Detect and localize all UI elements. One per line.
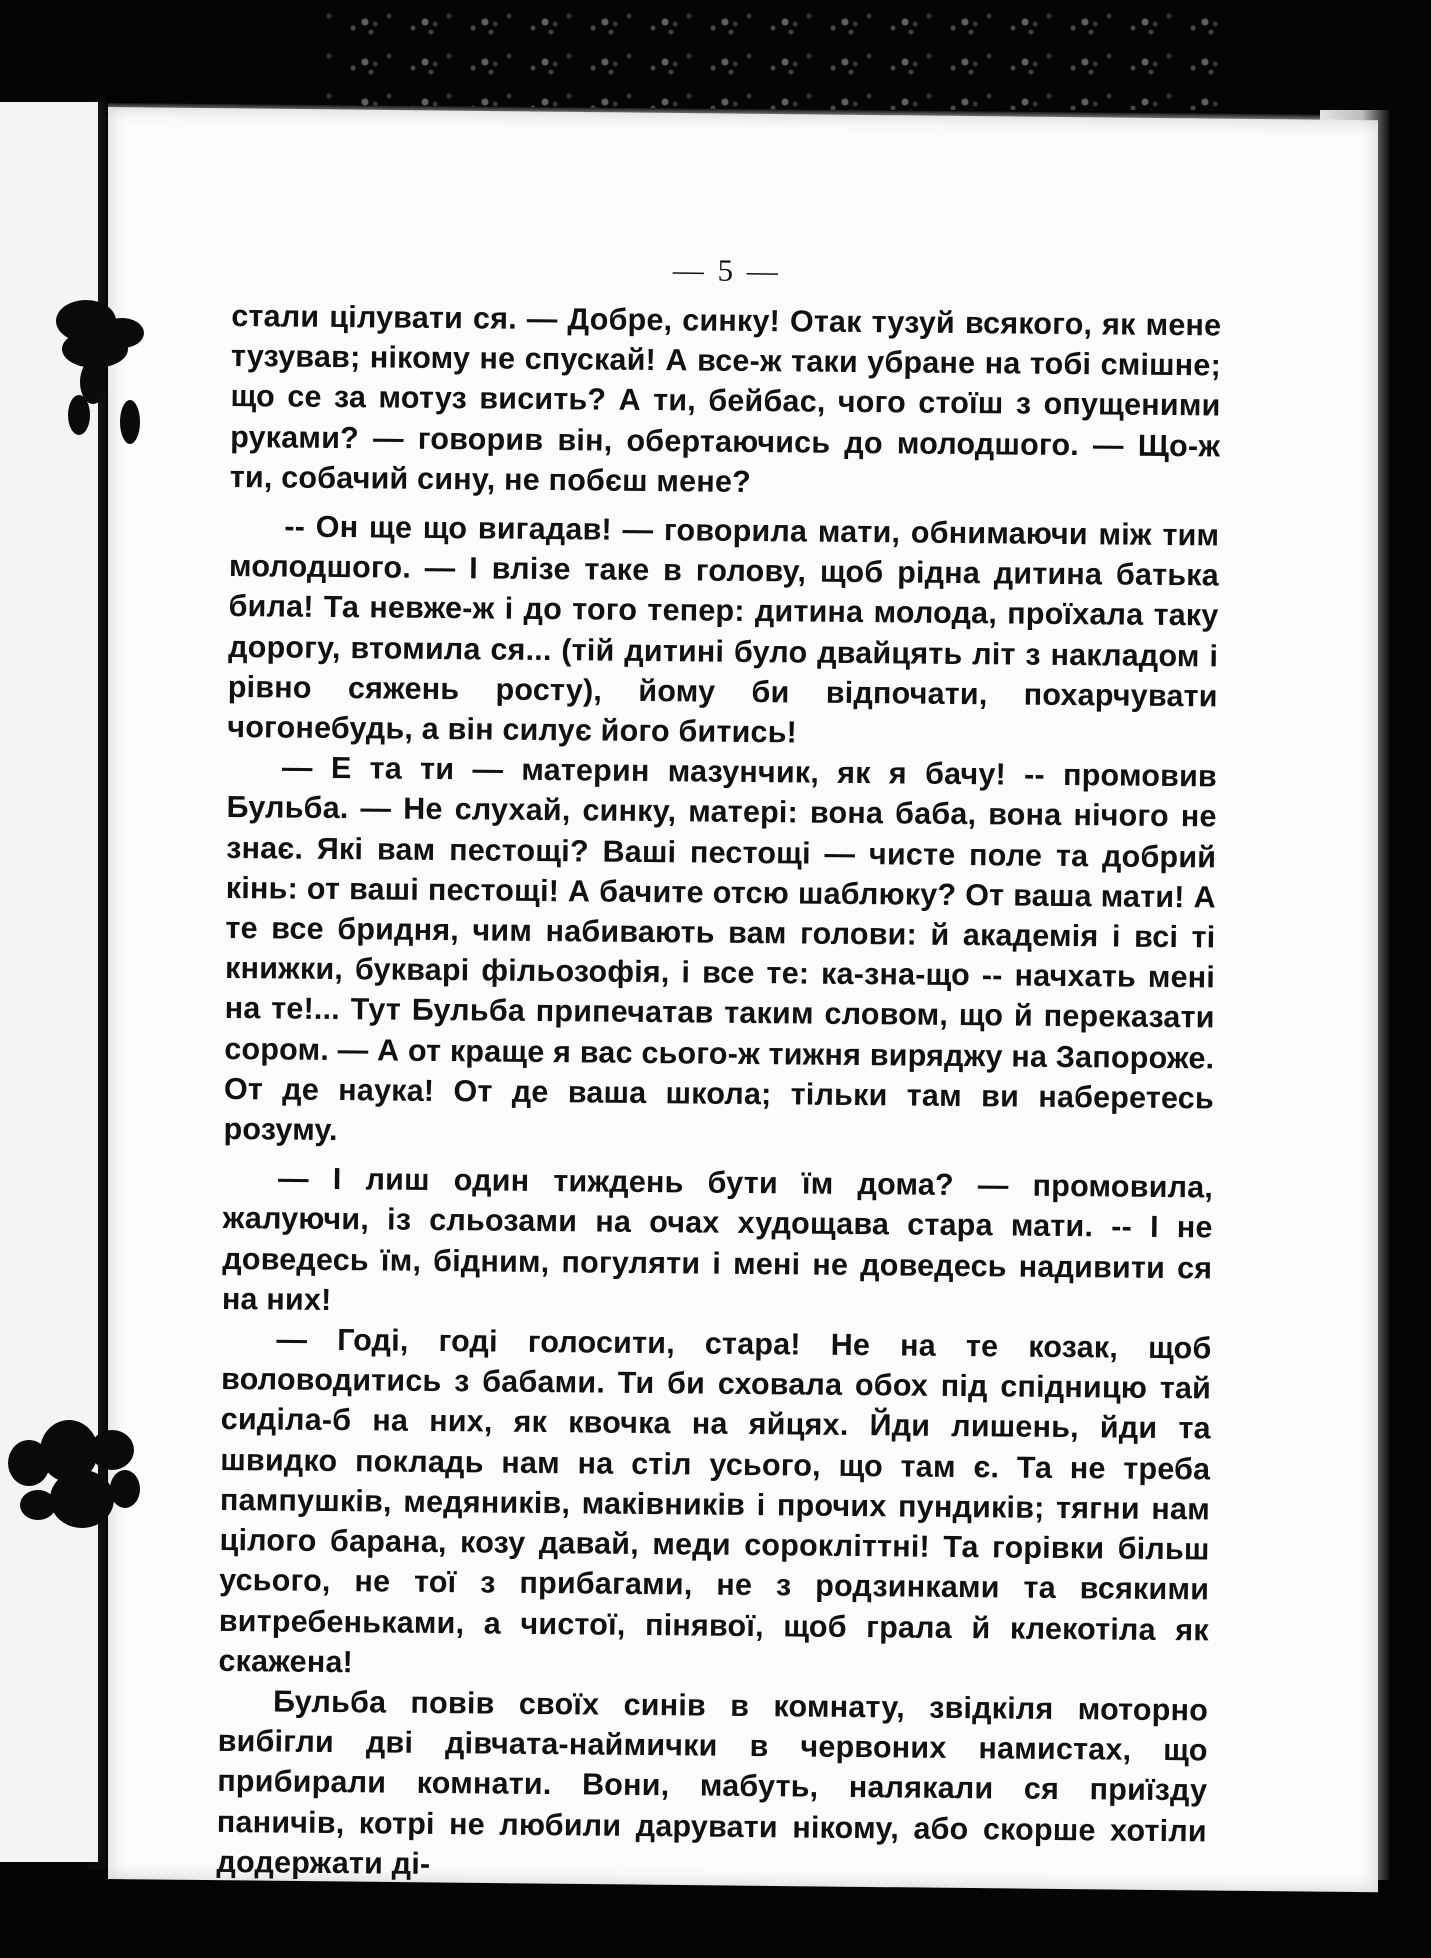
paragraph-4: — І лиш один тиждень бути їм дома? — промовила, жалуючи, із сльозами на очах худощава стара мати. -- І не доведесь їм, бідним, погуляти і мені не доведесь надивити ся на них! — [221, 1161, 1214, 1317]
paragraph-3: — Е та ти — материн мазунчик, як я бачу! -- промовив Бульба. — Не слухай, синку, матері: вона баба, вона нічого не знає. Які вам пестощі? Ваші пестощі — чисте поле та добрий кінь: от ваші пестощі! А бачите отсю шаблюку? От ваша мати! А те все бридня, чим набивають вам голови: й академія і всі ті книжки, букварі фільозофія, і все те: ка-зна-що -- начхать мені на те!... Тут Бульба припечатав таким словом, що й переказати сором. — А от краще я вас сього-ж тижня виряджу на Запороже. От де наука! От де ваша школа; тільки там ви наберетесь розуму. — [223, 750, 1218, 1148]
paragraph-5: — Годі, годі голосити, стара! Не на те козак, щоб воловодитись з бабами. Ти би сховала обох під спідницю тай сиділа-б на них, як квочка на яйцях. Йди лишень, йди та швидко покладь нам на стіл усього, що там є. Та не треба пампушків, медяників, маківників і прочих пундиків; тягни нам цілого барана, козу давай, меди сорокліттні! Та горівки більш усього, не тої з прибагами, не з родзинками та всякими витребеньками, а чистої, пінявої, щоб грала й клекотіла як скажена! — [218, 1322, 1212, 1679]
page-number: — 5 — — [672, 252, 781, 289]
scan-noise-top — [320, 0, 1220, 110]
page-content — [216, 248, 1222, 1891]
paragraph-2: -- Он ще що вигадав! — говорила мати, обнимаючи між тим молодшого. — І влізе таке в голову, щоб рідна дитина батька била! Та невже-ж і до того тепер: дитина молода, проїхала таку дорогу, втомила ся... (тій дитині було двайцять літ з накладом і рівно сяжень росту), йому би відпочати, похарчувати чогонебудь, а він силує його битись! — [227, 509, 1220, 750]
paragraph-6: Бульба повів своїх синів в комнату, звідкіля моторно вибігли дві дівчата-наймички в червоних намистах, що прибирали комнати. Вони, мабуть, налякали ся приїзду паничів, котрі не любили дарувати нікому, або скорше хотіли додержати ді- — [216, 1684, 1209, 1881]
paragraph-1: стали цілувати ся. — Добре, синку! Отак тузуй всякого, як мене тузував; нікому не спускай! А все-ж таки убране на тобі смішне; що се за мотуз висить? А ти, бейбас, чого стоїш з опущеними руками? — говорив він, обертаючись до молодшого. — Що-ж ти, собачий сину, не побєш мене? — [229, 298, 1222, 499]
